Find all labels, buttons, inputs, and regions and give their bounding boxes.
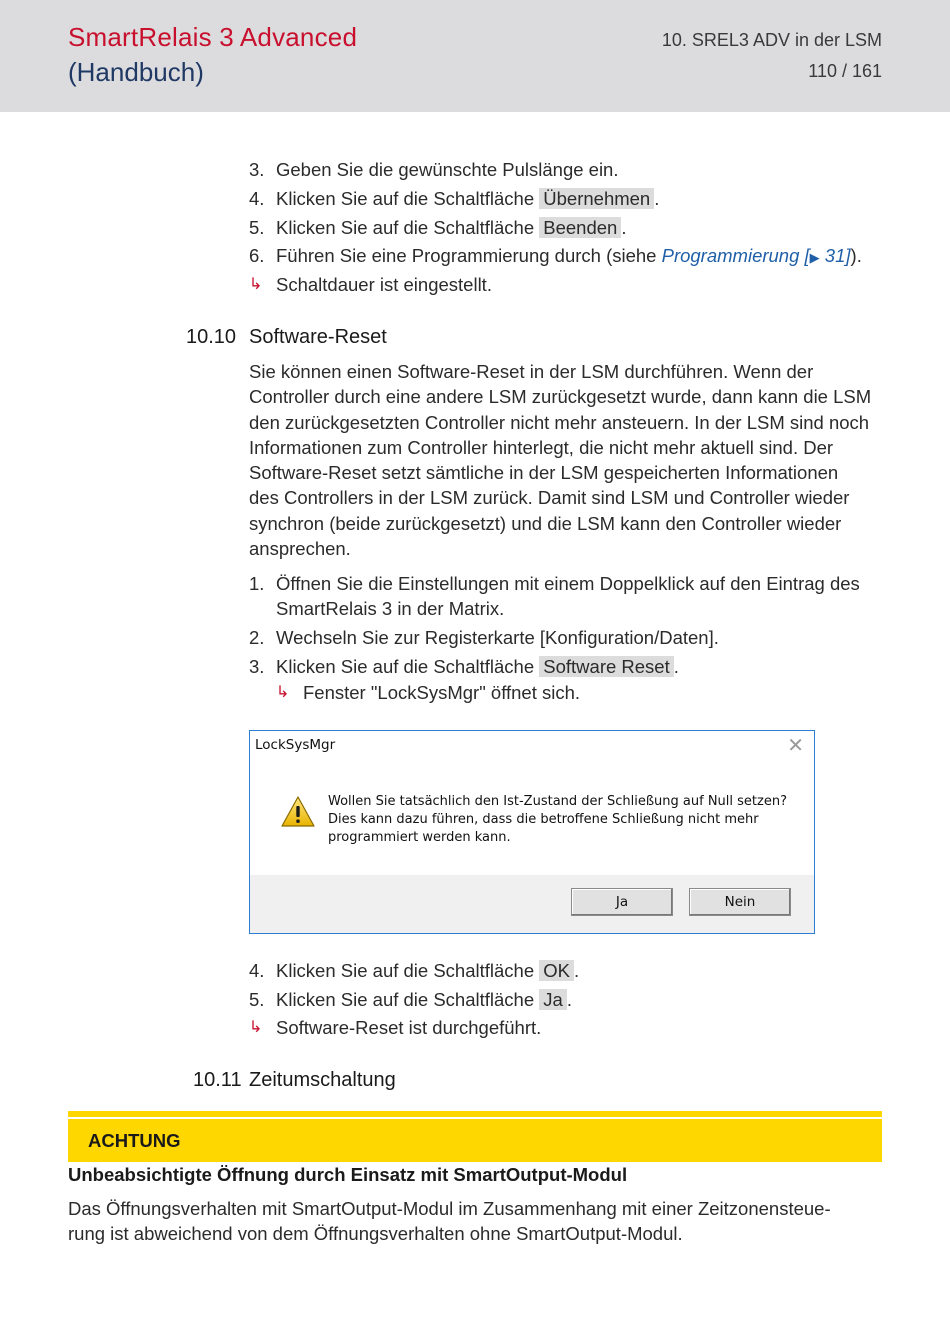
section-number: 10.10 bbox=[186, 326, 237, 348]
yes-button[interactable]: Ja bbox=[571, 888, 673, 916]
button-reference: Software Reset bbox=[539, 656, 673, 677]
warning-label: ACHTUNG bbox=[88, 1130, 181, 1151]
button-reference: Übernehmen bbox=[539, 188, 654, 209]
warning-text: Das Öffnungsverhalten mit SmartOutput-Modul im Zusammenhang mit einer Zeitzonensteue- rung ist abweichend von dem Öffnungsverhalten ohne SmartOutput-Modul. bbox=[68, 1198, 831, 1245]
button-reference: OK bbox=[539, 960, 574, 981]
dialog-title: LockSysMgr bbox=[255, 737, 336, 753]
page-number: 110 / 161 bbox=[808, 61, 882, 81]
section-number: 10.11 bbox=[193, 1069, 242, 1091]
doc-title: SmartRelais 3 Advanced bbox=[68, 22, 358, 52]
dialog-message: Wollen Sie tatsächlich den Ist-Zustand der Schließung auf Null setzen? Dies kann dazu führen, dass die betroffene Schließung nicht mehr programmiert werden kann. bbox=[328, 794, 787, 845]
arrow-result-icon: ↳ bbox=[276, 684, 290, 701]
warning-icon bbox=[280, 795, 316, 829]
page-header bbox=[0, 0, 950, 112]
arrow-result-icon: ↳ bbox=[249, 1019, 263, 1036]
section-title: Software-Reset bbox=[249, 326, 387, 348]
section-paragraph: Sie können einen Software-Reset in der LSM durchführen. Wenn der Controller durch eine andere LSM zurückgesetzt wurde, dann kann die LSM den zurückgesetzten Controller nicht mehr ansteuern. In der LSM sind noch Informationen zum Controller hinterlegt, die nicht mehr aktuell sind. Der Software-Reset setzt sämtliche in der LSM gespeicherten Informationen des Controllers in der LSM zurück. Damit sind LSM und Controller wieder synchron (beide zurückgesetzt) und die LSM kann den Controller wieder ansprechen. bbox=[249, 361, 872, 560]
warning-banner bbox=[68, 1111, 882, 1162]
arrow-result-icon: ↳ bbox=[249, 276, 263, 293]
warning-subtitle: Unbeabsichtigte Öffnung durch Einsatz mit SmartOutput-Modul bbox=[68, 1164, 628, 1185]
dialog-footer bbox=[250, 875, 814, 933]
section-title: Zeitumschaltung bbox=[249, 1069, 396, 1091]
programmierung-link[interactable]: Programmierung [▶ 31] bbox=[661, 245, 851, 266]
chapter-title: 10. SREL3 ADV in der LSM bbox=[661, 30, 882, 50]
doc-subtitle: (Handbuch) bbox=[68, 57, 204, 87]
link-arrow-icon: ▶ bbox=[809, 250, 820, 265]
locksysmgr-dialog bbox=[249, 730, 815, 934]
close-icon[interactable]: ✕ bbox=[787, 733, 804, 757]
no-button[interactable]: Nein bbox=[689, 888, 791, 916]
button-reference: Ja bbox=[539, 989, 567, 1010]
button-reference: Beenden bbox=[539, 217, 621, 238]
